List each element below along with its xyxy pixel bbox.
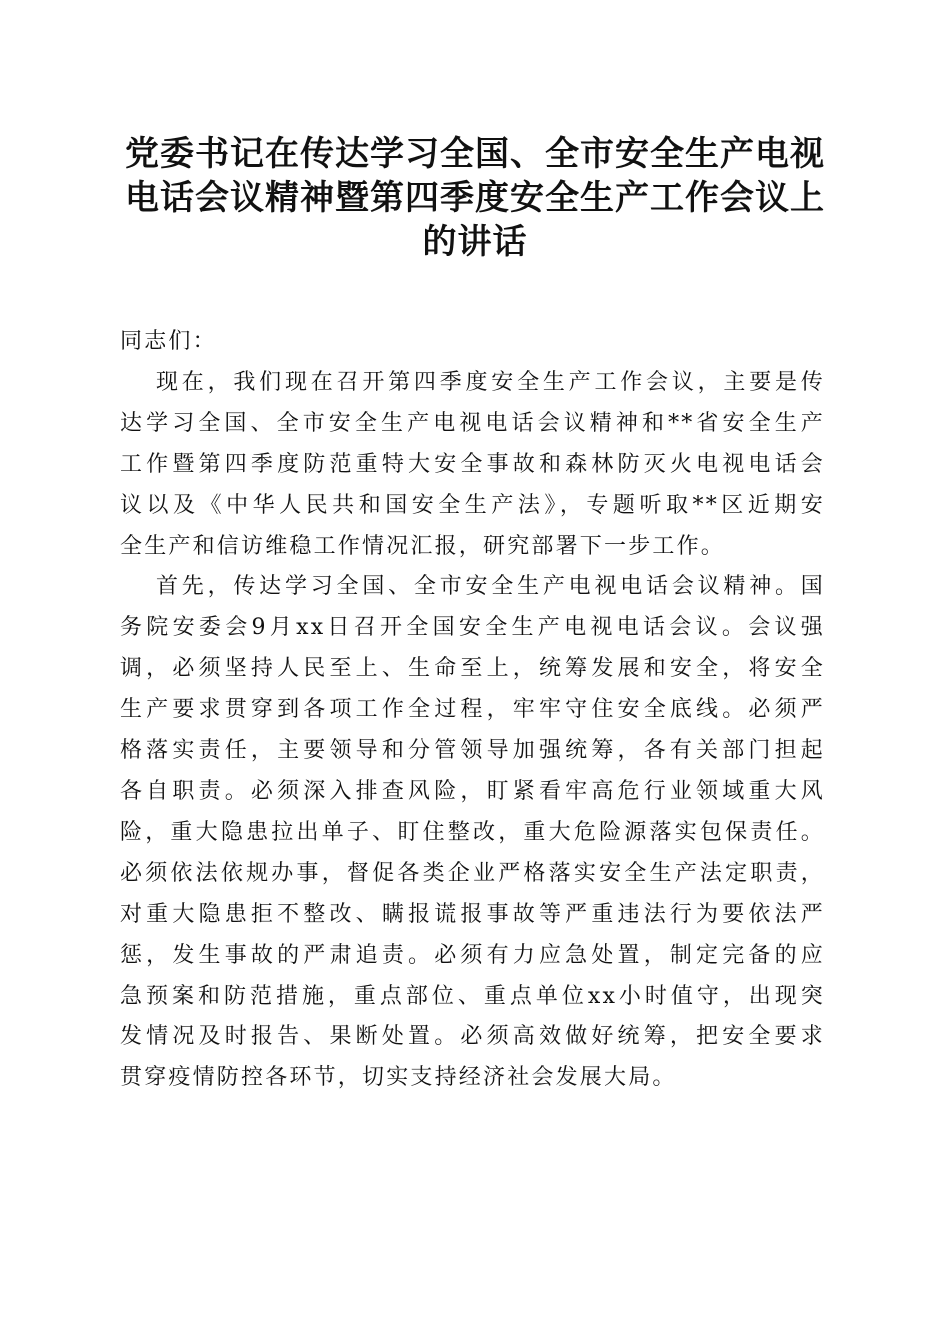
paragraph-2-line: 格落实责任，主要领导和分管领导加强统筹，各有关部门担起 [120, 738, 825, 764]
paragraph-1-line: 全生产和信访维稳工作情况汇报，研究部署下一步工作。 [120, 533, 726, 559]
paragraph-2-line: 务院安委会9月xx日召开全国安全生产电视电话会议。会议强 [120, 615, 825, 641]
paragraph-2-line: 惩，发生事故的严肃追责。必须有力应急处置，制定完备的应 [120, 942, 825, 968]
paragraph-2-line: 各自职责。必须深入排查风险，盯紧看牢高危行业领域重大风 [120, 778, 825, 804]
title-line-1: 党委书记在传达学习全国、全市安全生产电视 [125, 134, 825, 174]
paragraph-2-line: 急预案和防范措施，重点部位、重点单位xx小时值守，出现突 [120, 983, 825, 1009]
paragraph-2 [120, 567, 825, 1099]
paragraph-1-line: 现在，我们现在召开第四季度安全生产工作会议，主要是传 [156, 369, 825, 395]
paragraph-2-line: 发情况及时报告、果断处置。必须高效做好统筹，把安全要求 [120, 1024, 825, 1050]
paragraph-2-line: 险，重大隐患拉出单子、盯住整改，重大危险源落实包保责任。 [120, 819, 825, 845]
paragraph-1-line: 工作暨第四季度防范重特大安全事故和森林防灭火电视电话会 [120, 451, 825, 477]
title-line-2: 电话会议精神暨第四季度安全生产工作会议上 [125, 178, 825, 218]
paragraph-2-line: 首先，传达学习全国、全市安全生产电视电话会议精神。国 [156, 574, 825, 600]
salutation: 同志们： [120, 329, 217, 354]
paragraph-2-line: 对重大隐患拒不整改、瞒报谎报事故等严重违法行为要依法严 [120, 901, 825, 927]
paragraph-1-line: 议以及《中华人民共和国安全生产法》，专题听取**区近期安 [120, 492, 825, 518]
paragraph-1 [120, 363, 825, 568]
paragraph-2-line: 生产要求贯穿到各项工作全过程，牢牢守住安全底线。必须严 [120, 697, 825, 723]
paragraph-2-line: 必须依法依规办事，督促各类企业严格落实安全生产法定职责， [120, 860, 825, 886]
paragraph-2-line: 调，必须坚持人民至上、生命至上，统筹发展和安全，将安全 [120, 656, 825, 682]
paragraph-1-line: 达学习全国、全市安全生产电视电话会议精神和**省安全生产 [120, 410, 825, 436]
document-body [120, 322, 825, 1099]
title-line-3: 的讲话 [422, 222, 528, 262]
paragraph-2-line: 贯穿疫情防控各环节，切实支持经济社会发展大局。 [120, 1065, 677, 1091]
document-title [100, 132, 850, 264]
